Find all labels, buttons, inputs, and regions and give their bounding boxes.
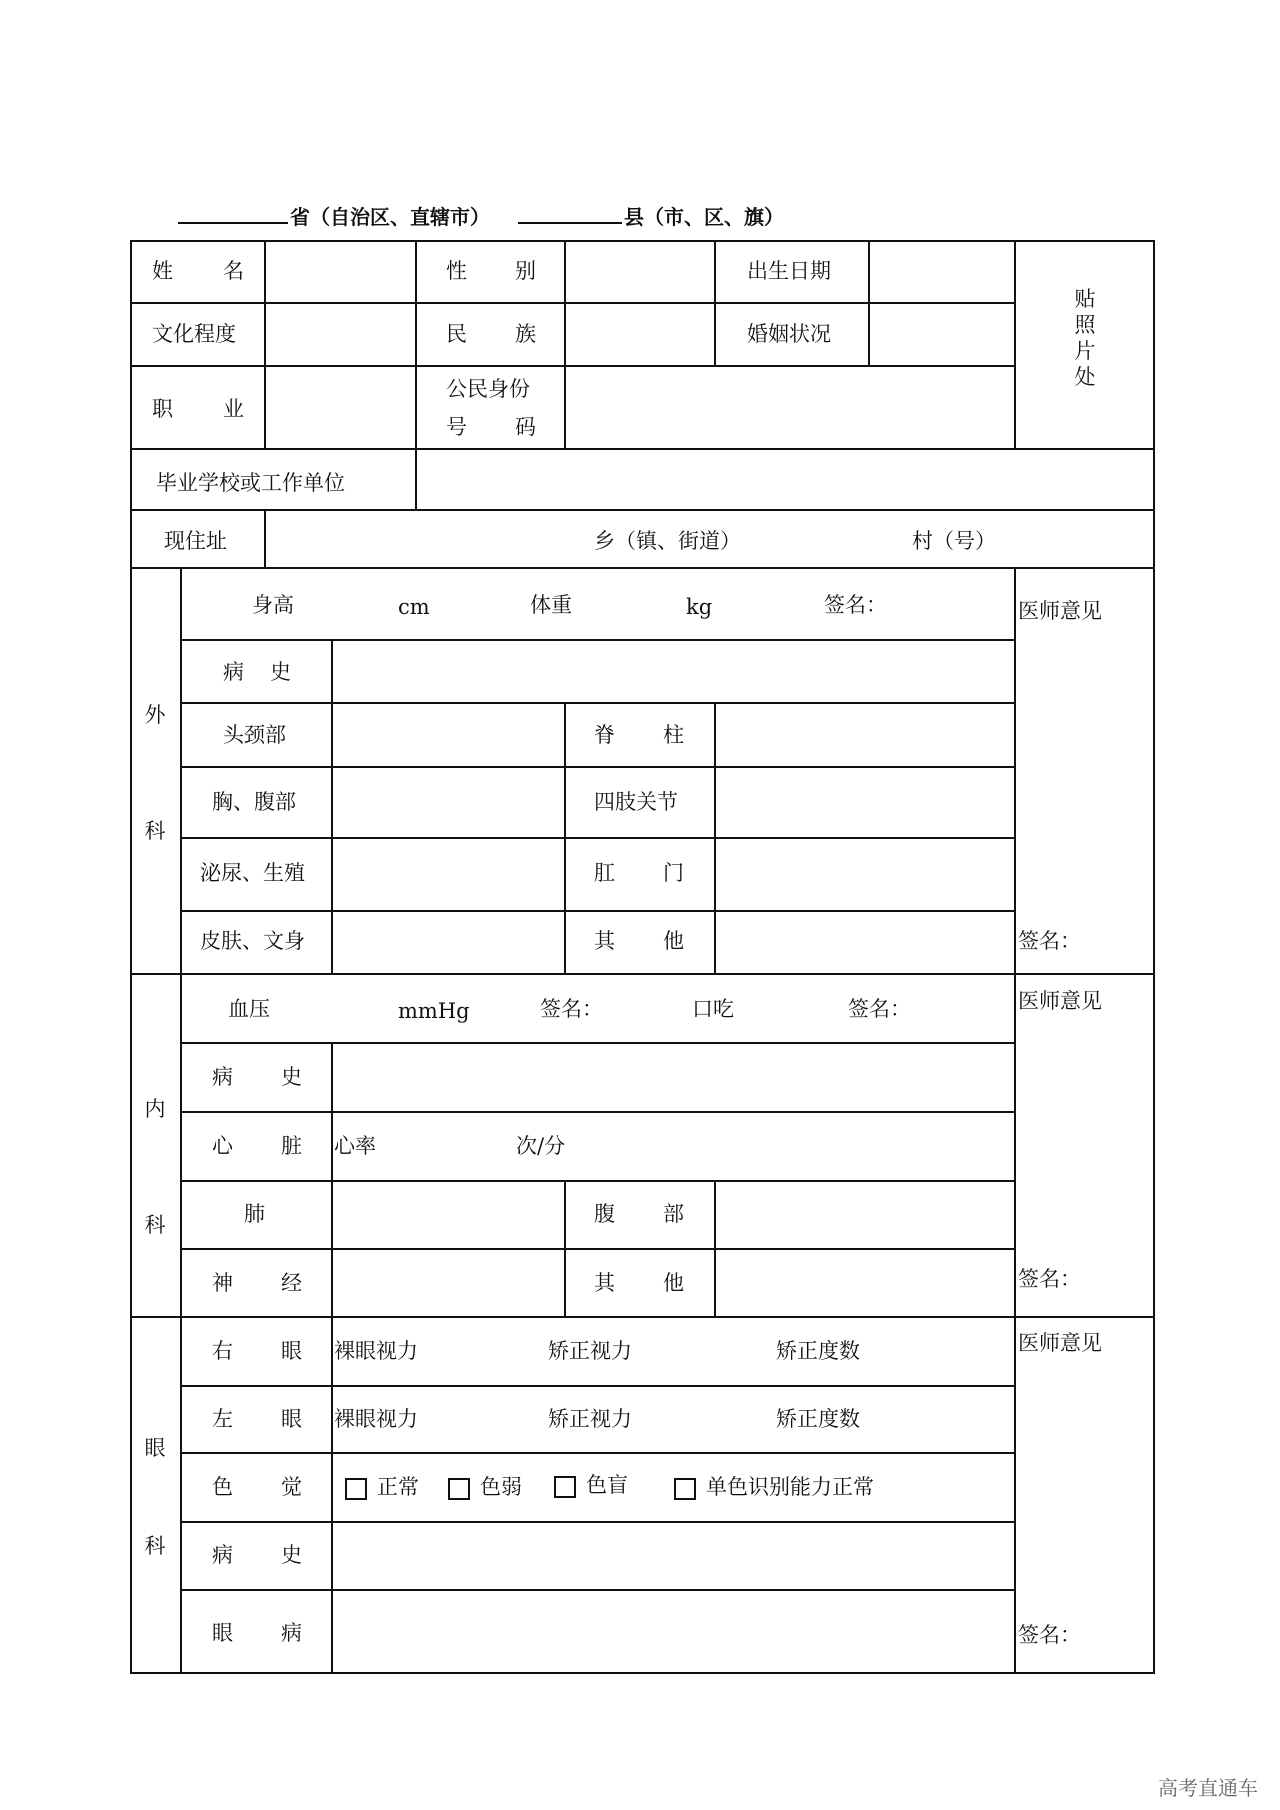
skin-label: 皮肤、文身 — [200, 929, 305, 953]
surgery-other-label: 其 他 — [594, 929, 684, 953]
color-mono-option[interactable]: 单色识别能力正常 — [674, 1474, 874, 1500]
chest-label: 胸、腹部 — [212, 790, 296, 814]
heart-label: 心 脏 — [212, 1134, 302, 1158]
head-label: 头颈部 — [223, 723, 286, 747]
internal-history-field[interactable] — [335, 1046, 1011, 1108]
weight-label: 体重 — [530, 593, 572, 617]
nerve-label: 神 经 — [212, 1271, 302, 1295]
right-corrected-label: 矫正视力 — [548, 1339, 632, 1363]
surgery-history-field[interactable] — [335, 643, 1011, 699]
surgery-sign-bottom: 签名： — [1018, 929, 1081, 953]
internal-sign-1: 签名： — [540, 997, 603, 1021]
internal-opinion-label: 医师意见 — [1018, 989, 1102, 1013]
eye-opinion-label: 医师意见 — [1018, 1331, 1102, 1355]
id-label-2: 号 码 — [446, 415, 536, 439]
cm-label: cm — [398, 595, 430, 619]
left-degree-label: 矫正度数 — [776, 1407, 860, 1431]
eye-section-1: 眼 — [144, 1436, 166, 1460]
gender-label: 性 别 — [446, 259, 536, 283]
gender-field[interactable] — [568, 244, 712, 300]
eye-sign-bottom: 签名： — [1018, 1623, 1081, 1647]
per-min-label: 次/分 — [516, 1134, 566, 1158]
watermark: 高考直通车 — [1158, 1776, 1258, 1800]
photo-label-1: 贴 — [1074, 287, 1096, 311]
left-naked-label: 裸眼视力 — [334, 1407, 418, 1431]
county-label: 县（市、区、旗） — [624, 205, 784, 229]
heart-rate-label: 心率 — [334, 1134, 376, 1158]
marital-field[interactable] — [872, 306, 1012, 362]
surgery-sign-top: 签名： — [824, 593, 887, 617]
photo-label-4: 处 — [1074, 365, 1096, 389]
birth-label: 出生日期 — [747, 259, 831, 283]
education-field[interactable] — [268, 306, 412, 362]
eye-disease-label: 眼 病 — [212, 1621, 302, 1645]
eye-section-2: 科 — [144, 1534, 166, 1558]
education-label: 文化程度 — [152, 322, 236, 346]
checkbox-icon[interactable] — [674, 1478, 696, 1500]
job-label: 职 业 — [152, 397, 244, 421]
eye-history-field[interactable] — [335, 1525, 1011, 1586]
anus-label: 肛 门 — [594, 861, 684, 885]
ethnic-label: 民 族 — [446, 322, 536, 346]
abdomen-label: 腹 部 — [594, 1202, 684, 1226]
address-label: 现住址 — [164, 529, 227, 553]
checkbox-icon[interactable] — [554, 1476, 576, 1498]
internal-section-2: 科 — [144, 1213, 166, 1237]
internal-other-label: 其 他 — [594, 1271, 684, 1295]
surgery-section-2: 科 — [144, 819, 166, 843]
checkbox-icon[interactable] — [448, 1478, 470, 1500]
birth-field[interactable] — [872, 244, 1012, 300]
color-normal-option[interactable]: 正常 — [345, 1474, 419, 1500]
stutter-label: 口吃 — [692, 997, 734, 1021]
marital-label: 婚姻状况 — [747, 322, 831, 346]
school-label: 毕业学校或工作单位 — [156, 471, 345, 495]
eye-disease-field[interactable] — [335, 1593, 1011, 1671]
limbs-label: 四肢关节 — [594, 790, 678, 814]
lung-label: 肺 — [244, 1202, 265, 1226]
kg-label: kg — [686, 595, 713, 619]
bp-label: 血压 — [228, 997, 270, 1021]
mmhg-label: mmHg — [398, 999, 470, 1023]
id-label-1: 公民身份 — [446, 377, 530, 401]
school-field[interactable] — [419, 452, 1151, 506]
internal-sign-bottom: 签名： — [1018, 1267, 1081, 1291]
eye-history-label: 病 史 — [212, 1543, 302, 1567]
name-field[interactable] — [268, 244, 412, 300]
right-naked-label: 裸眼视力 — [334, 1339, 418, 1363]
id-number-field[interactable] — [568, 369, 1012, 445]
color-blind-option[interactable]: 色盲 — [554, 1472, 628, 1498]
left-corrected-label: 矫正视力 — [548, 1407, 632, 1431]
internal-history-label: 病 史 — [212, 1065, 302, 1089]
color-vision-label: 色 觉 — [212, 1475, 302, 1499]
right-eye-label: 右 眼 — [212, 1339, 302, 1363]
internal-sign-2: 签名： — [848, 997, 911, 1021]
village-label: 村（号） — [912, 529, 996, 553]
ethnic-field[interactable] — [568, 306, 712, 362]
photo-area[interactable] — [1018, 244, 1152, 446]
urinary-label: 泌尿、生殖 — [200, 861, 305, 885]
color-weak-option[interactable]: 色弱 — [448, 1474, 522, 1500]
photo-label-2: 照 — [1074, 313, 1096, 337]
right-degree-label: 矫正度数 — [776, 1339, 860, 1363]
photo-label-3: 片 — [1074, 339, 1096, 363]
surgery-history-label: 病 史 — [223, 660, 291, 684]
spine-label: 脊 柱 — [594, 723, 684, 747]
internal-section-1: 内 — [144, 1097, 166, 1121]
job-field[interactable] — [268, 369, 412, 445]
province-label: 省（自治区、直辖市） — [290, 205, 490, 229]
height-label: 身高 — [252, 593, 294, 617]
township-label: 乡（镇、街道） — [594, 529, 741, 553]
checkbox-icon[interactable] — [345, 1478, 367, 1500]
surgery-opinion-label: 医师意见 — [1018, 599, 1102, 623]
left-eye-label: 左 眼 — [212, 1407, 302, 1431]
surgery-section-1: 外 — [144, 703, 166, 727]
name-label: 姓 名 — [152, 259, 244, 283]
